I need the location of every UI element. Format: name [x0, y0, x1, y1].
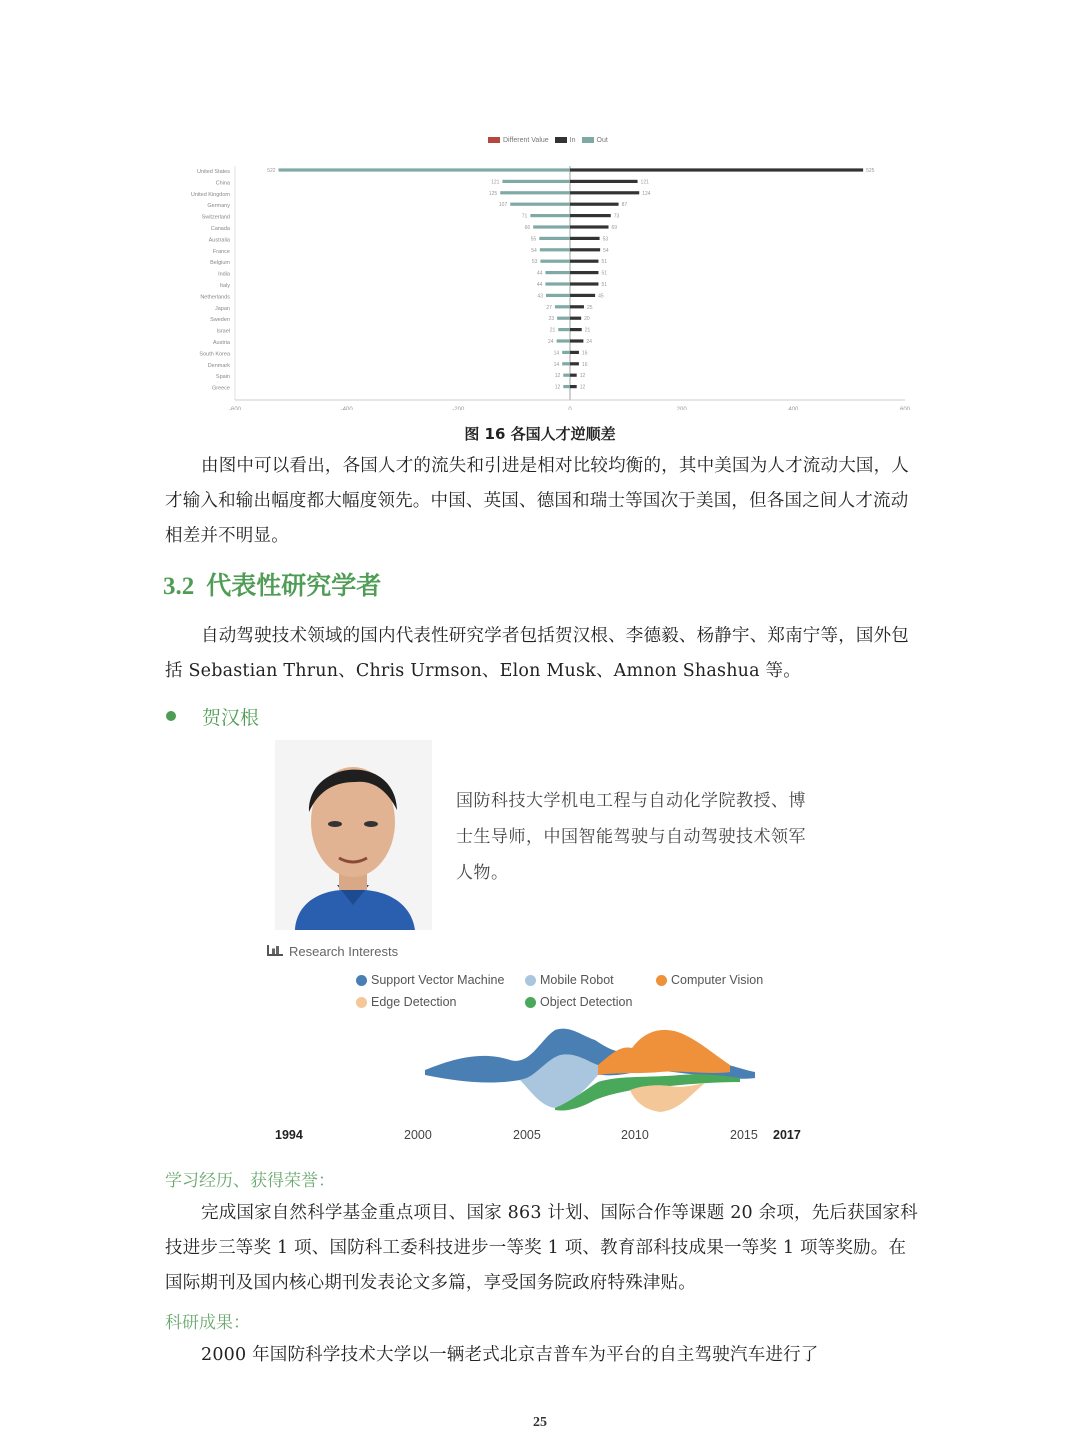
in-value-label: 73	[613, 213, 620, 220]
in-value-label: 53	[602, 236, 609, 243]
legend-computer-vision: Computer Vision	[656, 973, 763, 987]
stream-computer-vision	[598, 1030, 730, 1075]
out-bar	[540, 260, 570, 263]
in-value-label: 51	[601, 270, 608, 277]
legend-mobile-robot: Mobile Robot	[525, 973, 614, 987]
in-bar	[570, 168, 863, 171]
out-value-label: 107	[498, 202, 508, 209]
in-value-label: 45	[598, 293, 604, 300]
out-bar	[562, 362, 570, 365]
out-value-label: 43	[537, 293, 543, 300]
bullet-dot	[166, 711, 176, 721]
country-label: Australia	[208, 237, 230, 244]
in-bar	[570, 180, 638, 183]
out-bar	[533, 225, 570, 228]
in-bar	[570, 271, 598, 274]
paragraph-honors: 完成国家自然科学基金重点项目、国家 863 计划、国际合作等课题 20 余项，先后获国家科技进步三等奖 1 项、国防科工委科技进步一等奖 1 项、教育部科技成果一等奖 1 项等奖励。在国际期刊及国内核心期刊发表论文多篇，享受国务院政府特殊津贴。	[165, 1203, 918, 1293]
country-label: India	[218, 271, 230, 278]
out-bar	[557, 339, 570, 342]
out-bar	[558, 328, 570, 331]
country-label: China	[215, 180, 230, 187]
in-bar	[570, 225, 609, 228]
out-value-label: 23	[548, 316, 555, 323]
country-label: United States	[196, 169, 230, 175]
out-bar	[563, 385, 570, 388]
out-bar	[510, 203, 570, 206]
in-bar	[570, 294, 595, 297]
research-streamgraph	[420, 1020, 760, 1120]
out-bar	[555, 305, 570, 308]
out-value-label: 27	[546, 304, 552, 311]
out-bar	[563, 374, 570, 377]
in-value-label: 124	[642, 190, 651, 197]
in-bar	[570, 362, 579, 365]
section-title-text: 代表性研究学者	[206, 571, 382, 600]
in-bar	[570, 191, 639, 194]
paragraph-researchers: 自动驾驶技术领域的国内代表性研究学者包括贺汉根、李德毅、杨静宇、郑南宁等，国外包括 Sebastian Thrun、Chris Urmson、Elon Musk、Amnon Shashua 等。	[165, 626, 909, 681]
in-value-label: 20	[584, 316, 590, 323]
paragraph-results: 2000 年国防科学技术大学以一辆老式北京吉普车为平台的自主驾驶汽车进行了	[201, 1345, 819, 1365]
country-label: Netherlands	[200, 294, 230, 301]
out-value-label: 44	[536, 270, 543, 277]
out-bar	[546, 294, 570, 297]
out-value-label: 12	[554, 373, 561, 380]
in-bar	[570, 339, 583, 342]
in-bar	[570, 203, 619, 206]
out-value-label: 14	[553, 361, 560, 368]
in-value-label: 25	[586, 304, 593, 311]
figure-caption: 图 16 各国人才逆顺差	[464, 425, 616, 443]
x-tick-label: -400	[340, 407, 353, 410]
country-label: Switzerland	[201, 214, 230, 221]
country-label: Greece	[211, 385, 230, 392]
x-tick-label: 0	[568, 407, 572, 410]
in-bar	[570, 328, 582, 331]
country-label: Germany	[207, 203, 230, 210]
results-heading: 科研成果：	[165, 1313, 250, 1333]
in-bar	[570, 214, 611, 217]
in-value-label: 87	[621, 202, 628, 209]
in-value-label: 51	[601, 259, 608, 266]
country-label: Sweden	[210, 317, 230, 324]
year-label: 2005	[513, 1128, 541, 1142]
out-bar	[545, 271, 570, 274]
out-bar	[545, 282, 570, 285]
out-value-label: 522	[267, 168, 276, 174]
country-label: Israel	[216, 328, 230, 335]
x-tick-label: -600	[228, 407, 242, 410]
out-bar	[540, 248, 570, 251]
country-label: Canada	[210, 226, 230, 232]
out-bar	[530, 214, 570, 217]
out-bar	[500, 191, 570, 194]
legend-diff: Different Value	[488, 137, 549, 144]
in-value-label: 21	[584, 327, 591, 334]
page-number: 25	[533, 1415, 547, 1430]
in-value-label: 525	[866, 168, 875, 174]
x-tick-label: 400	[788, 407, 799, 410]
country-label: Belgium	[210, 260, 230, 267]
in-value-label: 54	[603, 247, 609, 254]
out-bar	[562, 351, 570, 354]
researcher-photo	[275, 740, 432, 930]
in-value-label: 51	[601, 282, 608, 288]
out-value-label: 121	[491, 179, 500, 186]
year-label: 2015	[730, 1128, 758, 1142]
in-value-label: 12	[579, 373, 586, 380]
country-label: Japan	[215, 305, 230, 312]
in-value-label: 69	[611, 225, 618, 231]
out-value-label: 66	[524, 225, 531, 231]
x-tick-label: 600	[899, 407, 911, 410]
country-label: Italy	[219, 283, 230, 289]
in-bar	[570, 248, 600, 251]
out-value-label: 54	[531, 247, 537, 254]
out-value-label: 12	[554, 384, 561, 391]
out-value-label: 21	[549, 327, 556, 334]
country-label: South Korea	[199, 351, 230, 358]
in-value-label: 24	[586, 339, 592, 345]
in-value-label: 16	[581, 361, 588, 368]
research-interests-label: Research Interests	[267, 944, 398, 959]
out-bar	[502, 180, 570, 183]
in-value-label: 121	[640, 179, 649, 186]
out-value-label: 24	[548, 339, 554, 345]
country-label: Austria	[212, 340, 230, 346]
out-value-label: 53	[531, 259, 538, 266]
section-number: 3.2	[163, 573, 195, 600]
out-value-label: 55	[530, 236, 537, 243]
year-label: 2010	[621, 1128, 649, 1142]
country-label: Denmark	[207, 362, 230, 369]
in-bar	[570, 260, 598, 263]
year-label: 1994	[275, 1128, 303, 1142]
country-label: United Kingdom	[190, 191, 230, 198]
in-bar	[570, 237, 600, 240]
honors-heading: 学习经历、获得荣誉：	[165, 1171, 335, 1191]
in-bar	[570, 305, 584, 308]
country-label: Spain	[215, 374, 230, 381]
out-value-label: 44	[536, 282, 543, 288]
in-bar	[570, 374, 577, 377]
in-value-label: 12	[579, 384, 586, 391]
researcher-bio: 国防科技大学机电工程与自动化学院教授、博士生导师，中国智能驾驶与自动驾驶技术领军人物。	[456, 791, 806, 883]
x-tick-label: -200	[452, 407, 465, 410]
in-value-label: 16	[581, 350, 588, 357]
out-value-label: 14	[553, 350, 560, 357]
paragraph-analysis: 由图中可以看出，各国人才的流失和引进是相对比较均衡的，其中美国为人才流动大国，人才输入和输出幅度都大幅度领先。中国、英国、德国和瑞士等国次于美国，但各国之间人才流动相差并不明显。	[165, 456, 909, 546]
year-label: 2017	[773, 1128, 801, 1142]
section-title	[163, 566, 381, 602]
talent-balance-chart	[185, 130, 915, 410]
legend-out: Out	[582, 137, 608, 144]
legend-edge-detection: Edge Detection	[356, 995, 456, 1009]
out-value-label: 71	[521, 213, 528, 220]
in-bar	[570, 385, 577, 388]
in-bar	[570, 317, 581, 320]
legend-object-detection: Object Detection	[525, 995, 632, 1009]
out-value-label: 125	[488, 190, 498, 197]
country-label: France	[212, 248, 230, 255]
stream-edge-detection	[630, 1083, 705, 1112]
x-tick-label: 200	[676, 407, 687, 410]
in-bar	[570, 351, 579, 354]
out-bar	[539, 237, 570, 240]
chart-icon	[267, 945, 283, 956]
legend-in: In	[555, 137, 576, 144]
in-bar	[570, 282, 598, 285]
researcher-name: 贺汉根	[202, 707, 260, 729]
year-label: 2000	[404, 1128, 432, 1142]
out-bar	[557, 317, 570, 320]
out-bar	[279, 168, 570, 171]
legend-support-vector-machine: Support Vector Machine	[356, 973, 504, 987]
